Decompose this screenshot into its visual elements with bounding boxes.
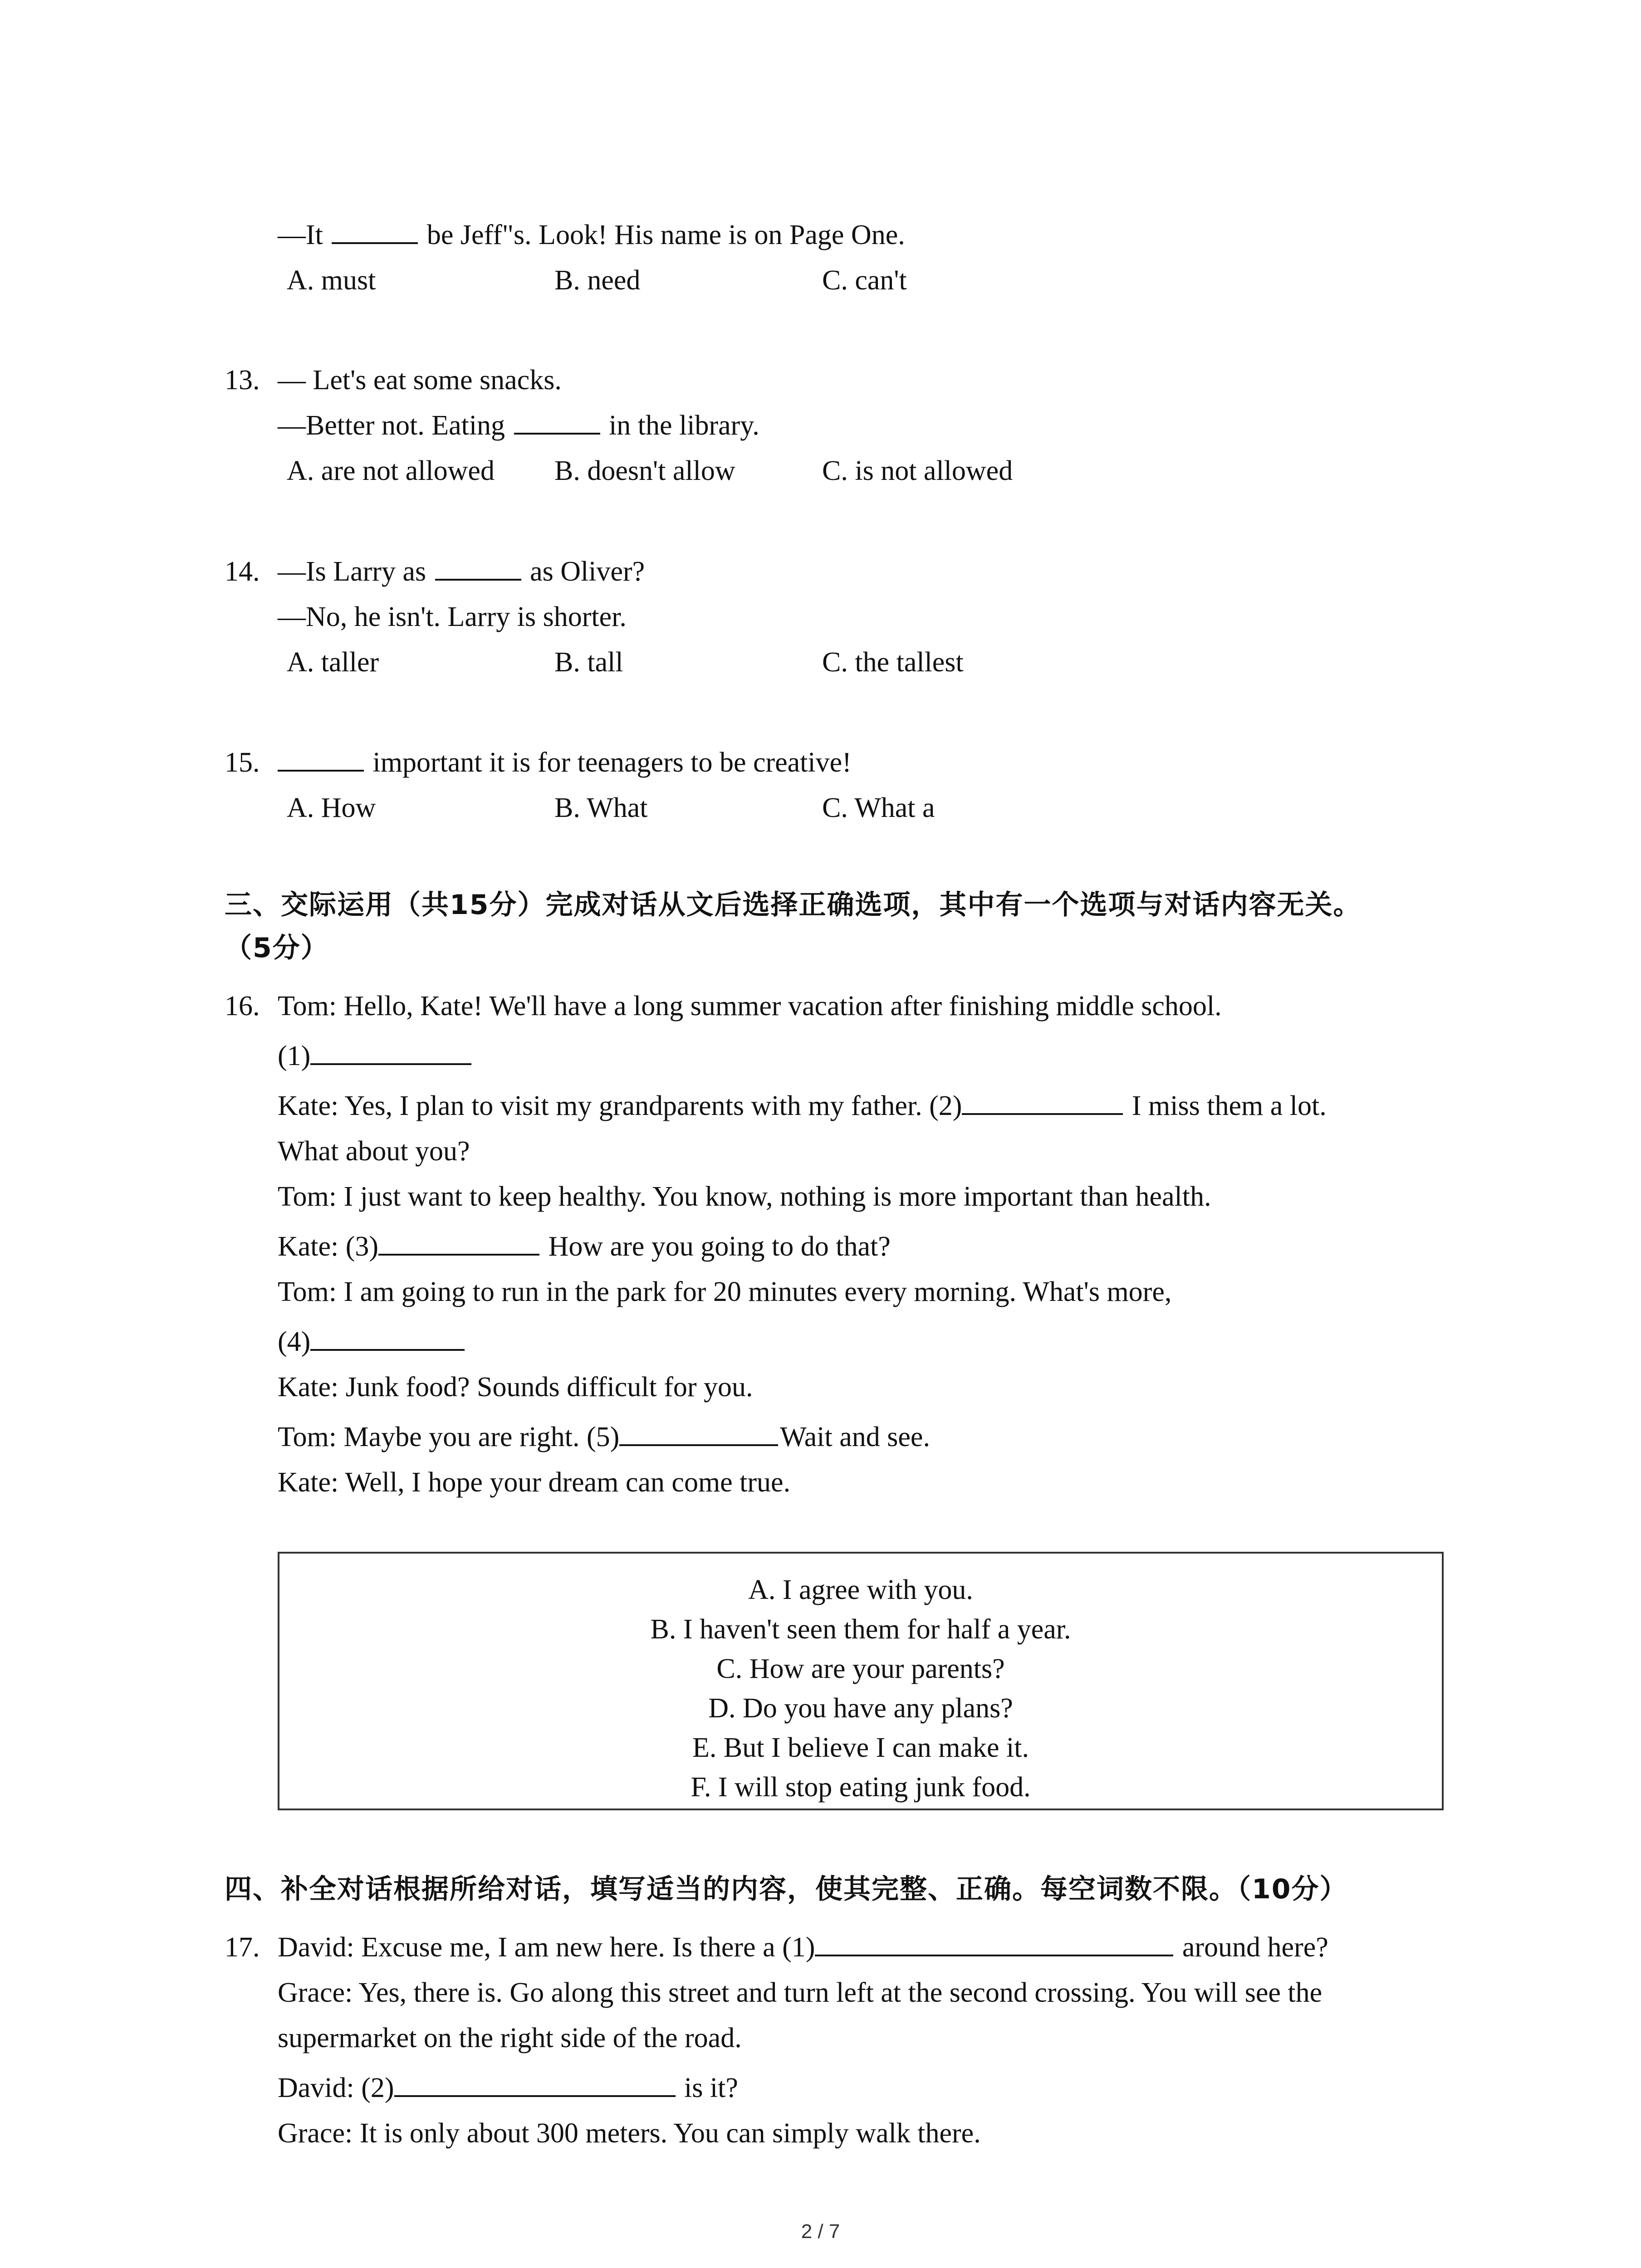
q14-option-b[interactable]: B. tall	[554, 647, 623, 678]
answer-blank[interactable]	[619, 1422, 778, 1446]
dialogue-text: Wait and see.	[780, 1422, 930, 1452]
dialogue-line	[278, 1229, 891, 1264]
q15-option-c[interactable]: C. What a	[822, 792, 935, 823]
section-heading: 三、交际运用（共15分）完成对话从文后选择正确选项，其中有一个选项与对话内容无关。	[225, 889, 1362, 921]
q13-line2	[278, 408, 759, 443]
choice-option[interactable]: E. But I believe I can make it.	[692, 1732, 1029, 1763]
q13-text-a: —Better not. Eating	[278, 410, 505, 441]
q15-text: important it is for teenagers to be creative!	[372, 747, 852, 778]
answer-blank[interactable]	[514, 410, 600, 435]
question-number: 15.	[225, 747, 260, 778]
dialogue-line	[278, 1930, 1328, 1965]
q14-text-b: as Oliver?	[530, 556, 645, 587]
choice-option[interactable]: F. I will stop eating junk food.	[691, 1772, 1031, 1803]
dialogue-text: David: (2)	[278, 2072, 394, 2103]
q14-option-c[interactable]: C. the tallest	[822, 647, 964, 678]
q13-option-c[interactable]: C. is not allowed	[822, 455, 1013, 486]
dialogue-line	[278, 1039, 473, 1073]
answer-blank[interactable]	[394, 2072, 676, 2097]
q12-text-a: —It	[278, 220, 323, 250]
dialogue-text: Kate: (3)	[278, 1231, 379, 1262]
dialogue-line: What about you?	[278, 1136, 470, 1167]
section-heading: 四、补全对话根据所给对话，填写适当的内容，使其完整、正确。每空词数不限。（10分）	[225, 1873, 1348, 1905]
answer-blank[interactable]	[435, 556, 521, 581]
dialogue-line	[278, 1420, 930, 1454]
dialogue-line: Tom: I am going to run in the park for 20 minutes every morning. What's more,	[278, 1276, 1172, 1307]
dialogue-line	[278, 1089, 1327, 1123]
question-number: 13.	[225, 365, 260, 396]
question-number: 16.	[225, 991, 260, 1022]
dialogue-text: Tom: Maybe you are right. (5)	[278, 1422, 620, 1452]
q12-option-a[interactable]: A. must	[287, 265, 376, 296]
dialogue-line: Kate: Junk food? Sounds difficult for you.	[278, 1372, 753, 1403]
choices-box	[278, 1552, 1444, 1810]
dialogue-text: is it?	[684, 2072, 738, 2103]
dialogue-text: I miss them a lot.	[1132, 1090, 1327, 1121]
q13-line1: — Let's eat some snacks.	[278, 365, 562, 396]
q15-line1	[278, 745, 852, 780]
choice-option[interactable]: A. I agree with you.	[748, 1574, 973, 1605]
answer-blank[interactable]	[278, 747, 364, 772]
q14-line1	[278, 554, 645, 589]
answer-blank[interactable]	[962, 1090, 1123, 1115]
dialogue-line	[278, 2071, 738, 2105]
answer-blank[interactable]	[332, 220, 418, 244]
blank-label: (1)	[278, 1041, 311, 1071]
dialogue-text: How are you going to do that?	[548, 1231, 891, 1262]
answer-blank[interactable]	[815, 1932, 1173, 1956]
q13-option-a[interactable]: A. are not allowed	[287, 455, 495, 486]
dialogue-text: David: Excuse me, I am new here. Is there a (1)	[278, 1932, 815, 1963]
dialogue-line: Grace: It is only about 300 meters. You can simply walk there.	[278, 2118, 981, 2149]
q12-line	[278, 218, 905, 252]
dialogue-text: Kate: Yes, I plan to visit my grandparents with my father. (2)	[278, 1090, 962, 1121]
q13-text-b: in the library.	[609, 410, 759, 441]
answer-blank[interactable]	[378, 1231, 539, 1256]
dialogue-line: supermarket on the right side of the road.	[278, 2023, 742, 2053]
q12-option-c[interactable]: C. can't	[822, 265, 907, 296]
dialogue-line	[278, 1325, 466, 1359]
dialogue-line: Tom: I just want to keep healthy. You know, nothing is more important than health.	[278, 1181, 1211, 1212]
q12-option-b[interactable]: B. need	[554, 265, 641, 296]
choice-option[interactable]: D. Do you have any plans?	[708, 1693, 1013, 1724]
choice-option[interactable]: B. I haven't seen them for half a year.	[650, 1614, 1071, 1645]
q15-option-a[interactable]: A. How	[287, 792, 376, 823]
question-number: 17.	[225, 1932, 260, 1963]
dialogue-line: Kate: Well, I hope your dream can come true.	[278, 1467, 791, 1498]
dialogue-line: Grace: Yes, there is. Go along this street and turn left at the second crossing. You will see the	[278, 1977, 1323, 2008]
q12-text-b: be Jeff"s. Look! His name is on Page One.	[426, 220, 905, 250]
answer-blank[interactable]	[310, 1326, 465, 1351]
q14-text-a: —Is Larry as	[278, 556, 426, 587]
choice-option[interactable]: C. How are your parents?	[716, 1653, 1005, 1684]
q14-line2: —No, he isn't. Larry is shorter.	[278, 601, 627, 632]
blank-label: (4)	[278, 1326, 311, 1357]
dialogue-text: around here?	[1182, 1932, 1328, 1963]
q15-option-b[interactable]: B. What	[554, 792, 648, 823]
question-number: 14.	[225, 556, 260, 587]
q13-option-b[interactable]: B. doesn't allow	[554, 455, 735, 486]
section-heading-points: （5分）	[225, 932, 329, 964]
dialogue-line: Tom: Hello, Kate! We'll have a long summer vacation after finishing middle school.	[278, 991, 1222, 1022]
page-number: 2 / 7	[801, 2220, 840, 2243]
answer-blank[interactable]	[310, 1041, 471, 1065]
q14-option-a[interactable]: A. taller	[287, 647, 379, 678]
